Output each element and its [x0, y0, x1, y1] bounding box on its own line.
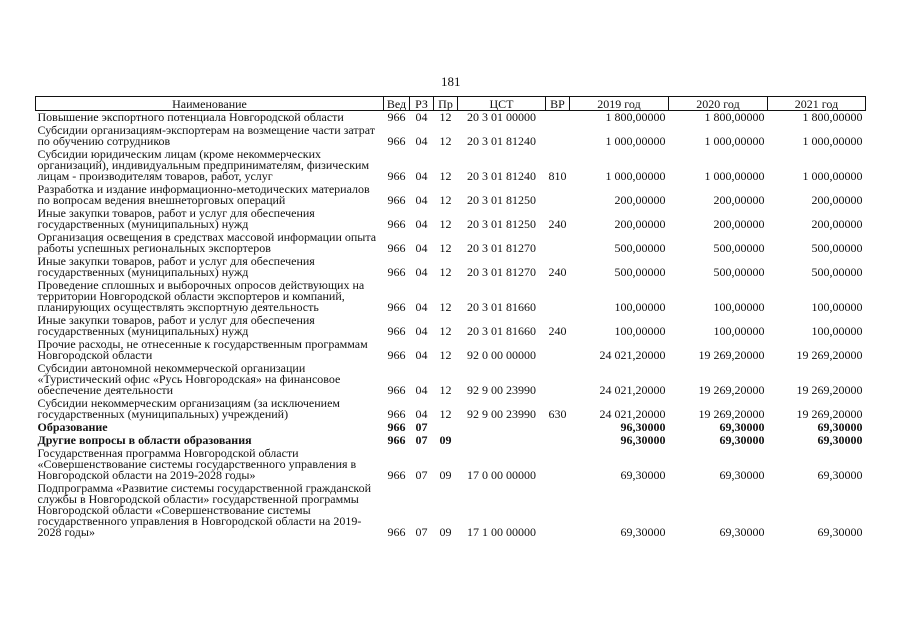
cell-rz: 04 — [415, 383, 428, 397]
cell-2019: 200,00000 — [614, 217, 666, 231]
cell-2021: 200,00000 — [811, 217, 863, 231]
cell-ved: 966 — [387, 110, 406, 124]
cell-rz: 07 — [415, 468, 428, 482]
cell-pr: 12 — [439, 265, 452, 279]
cell-name: Проведение сплошных и выборочных опросов действующих на территории Новгородской области экспортеров и компаний, планирующих осуществлять экспортную деятельность — [37, 278, 365, 314]
cell-2021: 100,00000 — [811, 300, 863, 314]
cell-2020: 500,00000 — [713, 265, 765, 279]
cell-vr — [546, 421, 570, 434]
cell-vr — [546, 279, 570, 314]
cell-name: Иные закупки товаров, работ и услуг для обеспечения государственных (муниципальных) нужд — [37, 313, 315, 338]
cell-pr: 12 — [439, 407, 452, 421]
cell-pr: 12 — [439, 169, 452, 183]
cell-rz: 04 — [415, 110, 428, 124]
cell-2020: 19 269,20000 — [698, 407, 765, 421]
cell-ved: 966 — [387, 134, 406, 148]
cell-rz: 04 — [415, 300, 428, 314]
cell-pr: 09 — [439, 433, 452, 447]
cell-2019: 69,30000 — [620, 468, 666, 482]
cell-2020: 500,00000 — [713, 241, 765, 255]
table-row — [36, 279, 866, 314]
cell-name: Разработка и издание информационно-методических материалов по вопросам ведения внешнеторговых операций — [37, 182, 370, 207]
cell-2019: 200,00000 — [614, 193, 666, 207]
table-row — [36, 362, 866, 397]
cell-ved: 966 — [387, 265, 406, 279]
cell-cst: 92 0 00 00000 — [467, 348, 536, 362]
cell-cst — [458, 434, 546, 447]
cell-vr — [546, 124, 570, 148]
cell-pr: 12 — [439, 134, 452, 148]
cell-vr — [546, 111, 570, 125]
cell-2021: 1 000,00000 — [802, 169, 863, 183]
cell-ved: 966 — [387, 241, 406, 255]
cell-ved: 966 — [387, 324, 406, 338]
cell-2020: 200,00000 — [713, 193, 765, 207]
table-row — [36, 482, 866, 539]
header-2021: 2021 год — [768, 97, 866, 111]
cell-2020: 19 269,20000 — [698, 348, 765, 362]
cell-2019: 1 000,00000 — [605, 134, 666, 148]
cell-2019: 69,30000 — [620, 525, 666, 539]
cell-ved: 966 — [387, 407, 406, 421]
cell-ved: 966 — [387, 433, 406, 447]
cell-vr: 630 — [548, 407, 567, 421]
cell-2020: 69,30000 — [719, 433, 765, 447]
table-row — [36, 111, 866, 125]
cell-2019: 1 800,00000 — [605, 110, 666, 124]
cell-2021: 69,30000 — [817, 468, 863, 482]
table-row — [36, 255, 866, 279]
cell-2020: 1 000,00000 — [704, 134, 765, 148]
table-row — [36, 124, 866, 148]
cell-cst: 20 3 01 00000 — [467, 110, 536, 124]
cell-ved: 966 — [387, 193, 406, 207]
table-header-row — [36, 97, 866, 111]
cell-2021: 100,00000 — [811, 324, 863, 338]
cell-name: Субсидии юридическим лицам (кроме некоммерческих организаций), индивидуальным предпринимателям, физическим лицам - производителям товаров, работ, услуг — [37, 147, 370, 183]
cell-rz: 04 — [415, 348, 428, 362]
cell-cst — [458, 421, 546, 434]
cell-2021: 500,00000 — [811, 265, 863, 279]
cell-rz: 04 — [415, 241, 428, 255]
cell-pr: 09 — [439, 525, 452, 539]
header-cst: ЦСТ — [458, 97, 546, 111]
cell-2020: 1 800,00000 — [704, 110, 765, 124]
table-row — [36, 231, 866, 255]
cell-name: Субсидии автономной некоммерческой организации «Туристический офис «Русь Новгородская» на финансовое обеспечение деятельности — [37, 361, 341, 397]
cell-2020: 69,30000 — [719, 420, 765, 434]
cell-2021: 200,00000 — [811, 193, 863, 207]
cell-vr — [546, 338, 570, 362]
header-rz: РЗ — [410, 97, 434, 111]
cell-name: Субсидии некоммерческим организациям (за исключением государственных (муниципальных) учреждений) — [37, 396, 341, 421]
cell-vr — [546, 482, 570, 539]
cell-2019: 500,00000 — [614, 241, 666, 255]
cell-2020: 200,00000 — [713, 217, 765, 231]
cell-pr: 09 — [439, 468, 452, 482]
cell-2019: 24 021,20000 — [599, 383, 666, 397]
cell-vr: 240 — [548, 265, 567, 279]
cell-cst: 17 0 00 00000 — [467, 468, 536, 482]
cell-2019: 24 021,20000 — [599, 407, 666, 421]
cell-cst: 92 9 00 23990 — [467, 407, 536, 421]
page-number: 181 — [441, 74, 461, 89]
table-row — [36, 207, 866, 231]
cell-cst: 20 3 01 81660 — [467, 300, 536, 314]
cell-2020: 1 000,00000 — [704, 169, 765, 183]
cell-2019: 100,00000 — [614, 300, 666, 314]
cell-2021: 69,30000 — [817, 420, 863, 434]
cell-rz: 07 — [415, 420, 428, 434]
cell-rz: 04 — [415, 169, 428, 183]
cell-rz: 04 — [415, 217, 428, 231]
header-2019: 2019 год — [570, 97, 669, 111]
cell-name: Другие вопросы в области образования — [37, 433, 252, 447]
cell-name: Прочие расходы, не отнесенные к государственным программам Новгородской области — [37, 337, 368, 362]
cell-ved: 966 — [387, 348, 406, 362]
cell-vr: 240 — [548, 217, 567, 231]
cell-rz: 04 — [415, 134, 428, 148]
cell-rz: 07 — [415, 433, 428, 447]
cell-2020: 100,00000 — [713, 300, 765, 314]
cell-2019: 24 021,20000 — [599, 348, 666, 362]
cell-vr: 240 — [548, 324, 567, 338]
cell-ved: 966 — [387, 468, 406, 482]
table-row — [36, 447, 866, 482]
cell-pr: 12 — [439, 217, 452, 231]
cell-cst: 20 3 01 81660 — [467, 324, 536, 338]
cell-2019: 96,30000 — [620, 420, 666, 434]
table-row — [36, 338, 866, 362]
cell-name: Повышение экспортного потенциала Новгородской области — [37, 110, 344, 124]
cell-name: Образование — [37, 420, 108, 434]
cell-2021: 69,30000 — [817, 525, 863, 539]
cell-vr — [546, 447, 570, 482]
cell-vr — [546, 231, 570, 255]
cell-pr: 12 — [439, 348, 452, 362]
cell-ved: 966 — [387, 383, 406, 397]
cell-pr: 12 — [439, 324, 452, 338]
cell-vr: 810 — [548, 169, 567, 183]
cell-name: Государственная программа Новгородской области «Совершенствование системы государственного управления в Новгородской области на 2019-2028 годы» — [37, 446, 357, 482]
cell-name: Иные закупки товаров, работ и услуг для обеспечения государственных (муниципальных) нужд — [37, 206, 315, 231]
table-body — [36, 111, 866, 540]
cell-2020: 100,00000 — [713, 324, 765, 338]
cell-pr: 12 — [439, 110, 452, 124]
cell-2021: 19 269,20000 — [796, 407, 863, 421]
cell-rz: 04 — [415, 407, 428, 421]
cell-cst: 17 1 00 00000 — [467, 525, 536, 539]
cell-2020: 69,30000 — [719, 525, 765, 539]
cell-cst: 20 3 01 81250 — [467, 217, 536, 231]
header-2020: 2020 год — [669, 97, 768, 111]
cell-2020: 69,30000 — [719, 468, 765, 482]
cell-rz: 04 — [415, 265, 428, 279]
cell-pr: 12 — [439, 241, 452, 255]
cell-2021: 500,00000 — [811, 241, 863, 255]
header-ved: Вед — [384, 97, 410, 111]
cell-2019: 100,00000 — [614, 324, 666, 338]
header-pr: Пр — [434, 97, 458, 111]
cell-name: Иные закупки товаров, работ и услуг для обеспечения государственных (муниципальных) нужд — [37, 254, 315, 279]
cell-2021: 19 269,20000 — [796, 348, 863, 362]
cell-ved: 966 — [387, 420, 406, 434]
cell-cst: 20 3 01 81270 — [467, 241, 536, 255]
cell-cst: 20 3 01 81240 — [467, 169, 536, 183]
cell-cst: 92 9 00 23990 — [467, 383, 536, 397]
cell-rz: 04 — [415, 324, 428, 338]
cell-2021: 1 000,00000 — [802, 134, 863, 148]
cell-2020: 19 269,20000 — [698, 383, 765, 397]
cell-cst: 20 3 01 81240 — [467, 134, 536, 148]
cell-pr: 12 — [439, 383, 452, 397]
cell-cst: 20 3 01 81270 — [467, 265, 536, 279]
cell-ved: 966 — [387, 169, 406, 183]
cell-name: Субсидии организациям-экспортерам на возмещение части затрат по обучению сотрудников — [37, 123, 376, 148]
cell-2019: 1 000,00000 — [605, 169, 666, 183]
cell-pr: 12 — [439, 300, 452, 314]
table-row — [36, 183, 866, 207]
budget-table — [35, 96, 866, 539]
cell-vr — [546, 434, 570, 447]
cell-ved: 966 — [387, 217, 406, 231]
cell-ved: 966 — [387, 525, 406, 539]
cell-2019: 96,30000 — [620, 433, 666, 447]
header-name: Наименование — [36, 97, 384, 111]
cell-name: Подпрограмма «Развитие системы государственной гражданской службы в Новгородской области» государственной программы Новгородской области «Совершенствование системы государственного управления в Новгородской области на 2019-2028 годы» — [37, 481, 372, 539]
table-row — [36, 397, 866, 421]
cell-2021: 1 800,00000 — [802, 110, 863, 124]
cell-cst: 20 3 01 81250 — [467, 193, 536, 207]
cell-2021: 69,30000 — [817, 433, 863, 447]
cell-rz: 04 — [415, 193, 428, 207]
cell-name: Организация освещения в средствах массовой информации опыта работы успешных региональных экспортеров — [37, 230, 377, 255]
cell-pr: 12 — [439, 193, 452, 207]
header-vr: ВР — [546, 97, 570, 111]
cell-rz: 07 — [415, 525, 428, 539]
table-row — [36, 148, 866, 183]
cell-ved: 966 — [387, 300, 406, 314]
table-row — [36, 314, 866, 338]
cell-vr — [546, 362, 570, 397]
cell-2021: 19 269,20000 — [796, 383, 863, 397]
cell-vr — [546, 183, 570, 207]
cell-2019: 500,00000 — [614, 265, 666, 279]
